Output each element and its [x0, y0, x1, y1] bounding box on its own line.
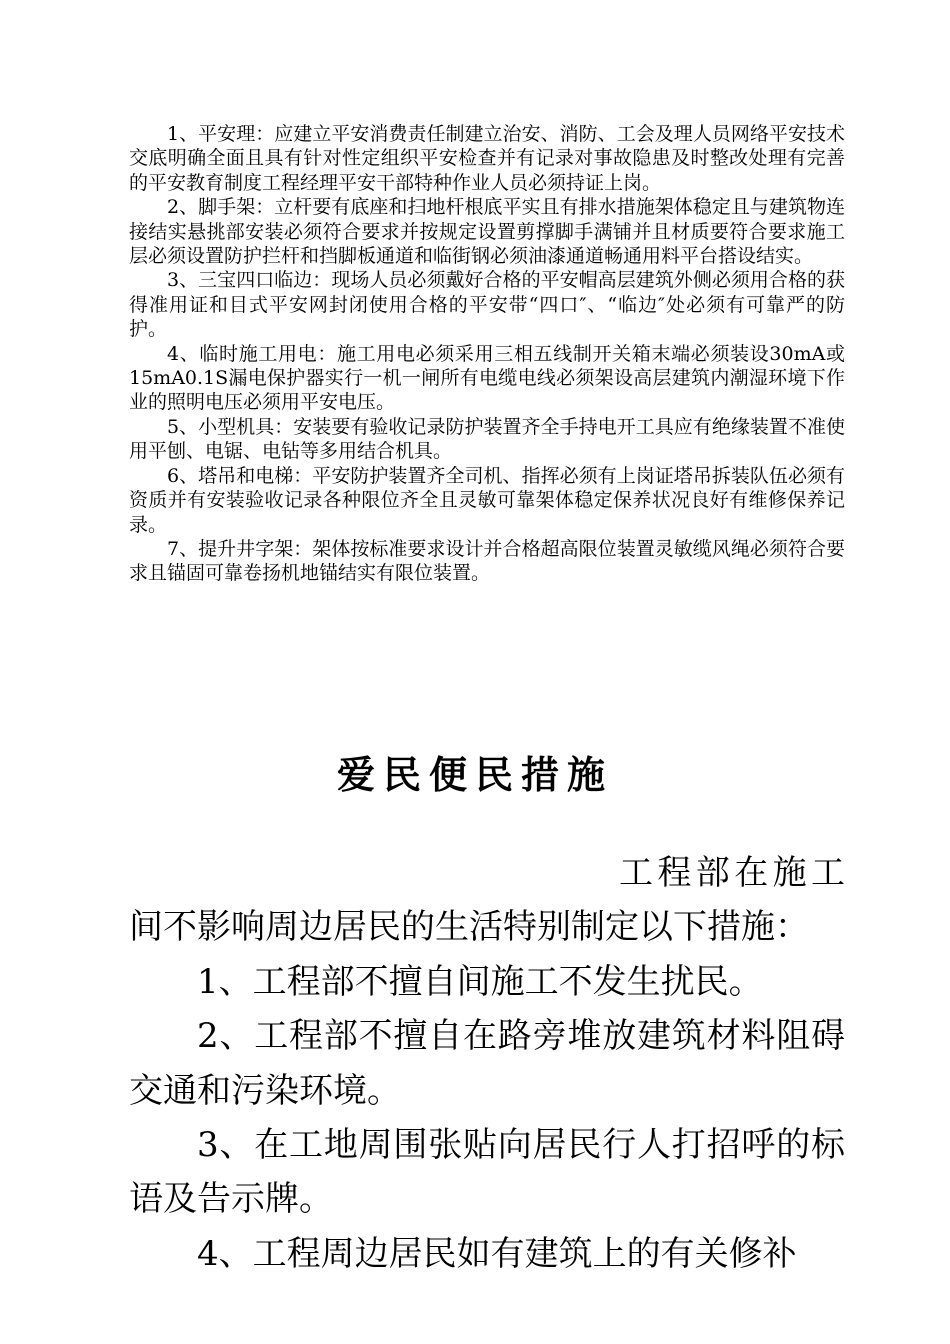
- safety-item-scaffolding: 2、脚手架：立杆要有底座和扫地杆根底平实且有排水措施架体稳定且与建筑物连接结实悬挑部安装必须符合要求并按规定设置剪撑脚手满铺并且材质要符合要求施工层必须设置防护拦杆和挡脚板通道和临街钢必须油漆通道畅通用料平台搭设结实。: [129, 196, 845, 268]
- safety-item-tower-crane: 6、塔吊和电梯：平安防护装置齐全司机、指挥必须有上岗证塔吊拆装队伍必须有资质并有安装验收记录各种限位齐全且灵敏可靠架体稳定保养状况良好有维修保养记录。: [129, 464, 845, 536]
- civil-item-4: 4、工程周边居民如有建筑上的有关修补: [197, 1233, 797, 1274]
- safety-item-protective-gear: 3、三宝四口临边：现场人员必须戴好合格的平安帽高层建筑外侧必须用合格的获得准用证和目式平安网封闭使用合格的平安带“四口″、“临边″处必须有可靠严的防护。: [129, 269, 845, 341]
- civil-intro-paragraph: 工程部在施工间不影响周边居民的生活特别制定以下措施：: [129, 853, 845, 948]
- civil-item-1: 1、工程部不擅自间施工不发生扰民。: [197, 961, 763, 1002]
- safety-item-temporary-power: 4、临时施工用电：施工用电必须采用三相五线制开关箱末端必须装设30mA或15mA0.1S漏电保护器实行一机一闸所有电缆电线必须架设高层建筑内潮湿环境下作业的照明电压必须用平安电压。: [129, 342, 845, 414]
- civil-measures-section: [129, 846, 845, 1281]
- safety-item-hoist-frame: 7、提升井字架：架体按标准要求设计并合格超高限位装置灵敏缆风绳必须符合要求且锚固可靠卷扬机地锚结实有限位装置。: [129, 537, 845, 585]
- safety-requirements-section: [129, 122, 845, 586]
- safety-item-management: 1、平安理：应建立平安消费责任制建立治安、消防、工会及理人员网络平安技术交底明确全面且具有针对性定组织平安检查并有记录对事故隐患及时整改处理有完善的平安教育制度工程经理平安干部特种作业人员必须持证上岗。: [129, 123, 845, 194]
- civil-item-2: 2、工程部不擅自在路旁堆放建筑材料阻碍交通和污染环境。: [129, 1016, 845, 1111]
- civil-item-3: 3、在工地周围张贴向居民行人打招呼的标语及告示牌。: [129, 1125, 845, 1220]
- safety-item-small-machinery: 5、小型机具：安装要有验收记录防护装置齐全手持电开工具应有绝缘装置不准使用平刨、电锯、电钻等多用结合机具。: [129, 415, 845, 463]
- section-title: 爱民便民措施: [336, 753, 613, 797]
